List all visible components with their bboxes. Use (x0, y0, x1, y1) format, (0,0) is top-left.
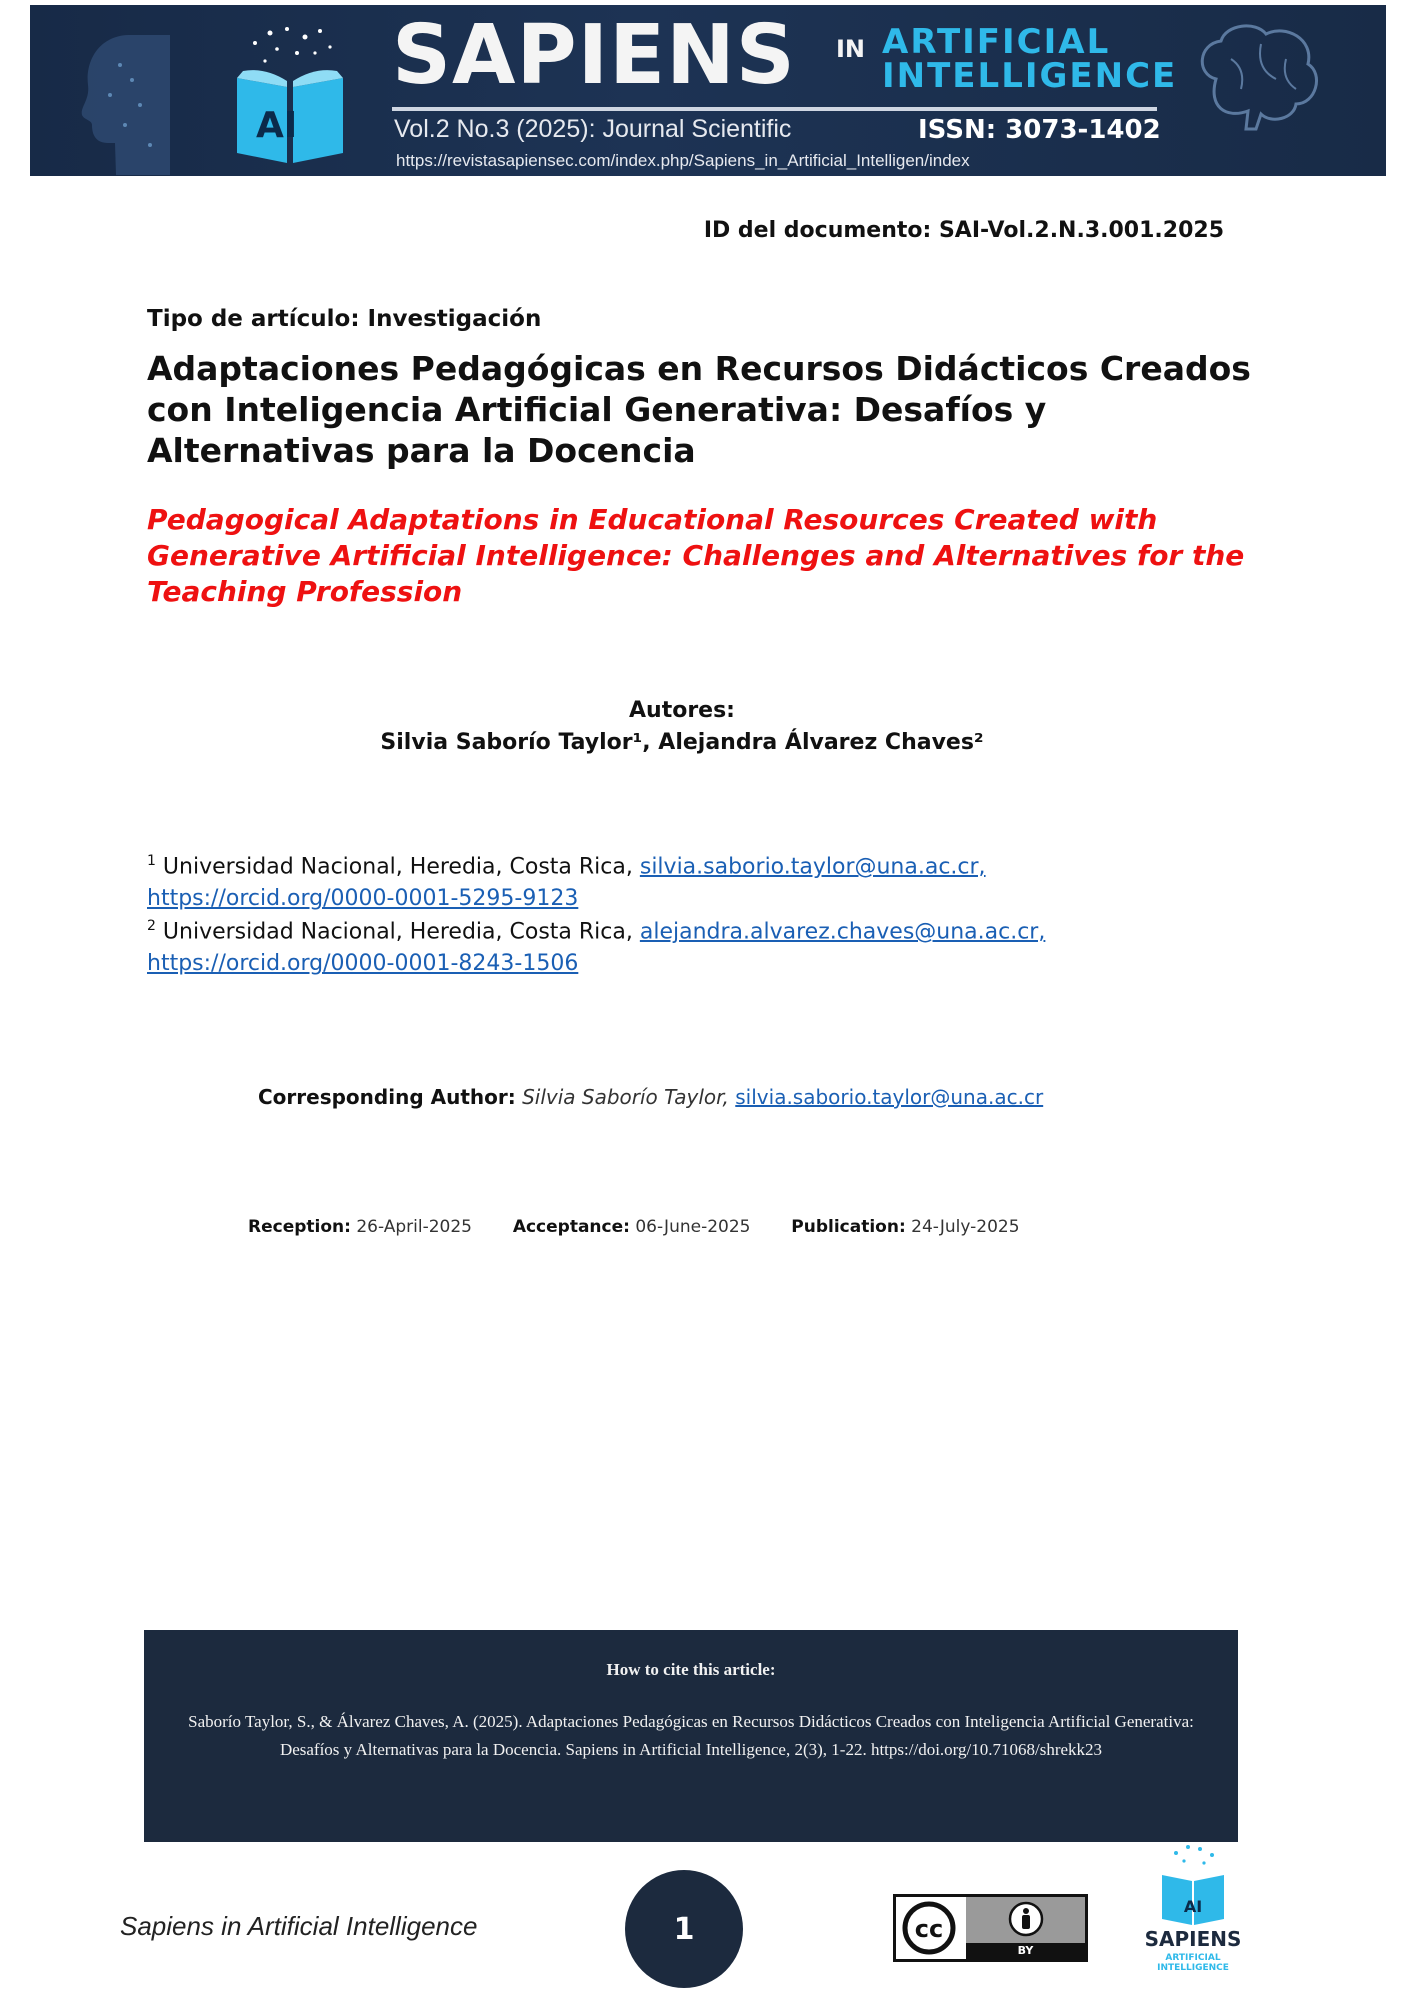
authors-label: Autores: (629, 698, 735, 723)
svg-text:cc: cc (914, 1915, 944, 1943)
banner-rule (392, 107, 1157, 111)
publication-date: 24-July-2025 (911, 1217, 1020, 1237)
citation-title: How to cite this article: (606, 1660, 776, 1679)
brain-icon (1186, 19, 1326, 139)
citation-box (144, 1630, 1238, 1842)
journal-url[interactable]: https://revistasapiensec.com/index.php/Sapiens_in_Artificial_Intelligen/index (396, 151, 970, 170)
book-logo-icon (225, 23, 355, 173)
affiliation-1-orcid-link[interactable]: https://orcid.org/0000-0001-5295-9123 (147, 886, 579, 912)
document-id: ID del documento: SAI-Vol.2.N.3.001.2025 (703, 218, 1224, 243)
attribution-person-icon (1008, 1901, 1044, 1937)
affiliation-2-number: 2 (147, 918, 156, 934)
affiliation-1 (147, 845, 986, 915)
logo-ai-text: AI (256, 105, 298, 146)
acceptance-date: 06-June-2025 (635, 1217, 751, 1237)
brand-in: IN (836, 35, 866, 63)
footer-journal-name: Sapiens in Artificial Intelligence (120, 1911, 478, 1941)
corresponding-author-label: Corresponding Author: (258, 1085, 516, 1109)
authors-list: Silvia Saborío Taylor¹, Alejandra Álvarez Chaves² (380, 730, 984, 755)
brand-ai-line1: ARTIFICIAL (882, 22, 1111, 62)
affiliation-1-number: 1 (147, 853, 156, 869)
reception-label: Reception: (248, 1217, 351, 1237)
cc-icon-area (896, 1897, 966, 1959)
brand-ai-line2: INTELLIGENCE (882, 56, 1178, 96)
license-by-label: BY (966, 1943, 1085, 1959)
cc-by-license-badge[interactable] (893, 1894, 1088, 1962)
affiliation-1-text: Universidad Nacional, Heredia, Costa Rica, (155, 854, 640, 880)
journal-brand: SAPIENS (392, 8, 796, 103)
title-spanish: Adaptaciones Pedagógicas en Recursos Didácticos Creados con Inteligencia Artificial Generativa: Desafíos y Alternativas para la Docencia (147, 349, 1251, 470)
affiliation-2-orcid-link[interactable]: https://orcid.org/0000-0001-8243-1506 (147, 951, 579, 977)
footer-logo-subtitle: ARTIFICIAL INTELLIGENCE (1157, 1953, 1229, 1973)
ai-head-silhouette-icon (60, 25, 170, 175)
brand-ai-intelligence (882, 22, 1178, 96)
footer-logo-name: SAPIENS (1144, 1927, 1242, 1951)
title-english: Pedagogical Adaptations in Educational Resources Created with Generative Artificial Intelligence: Challenges and Alternatives for the Teaching Profession (147, 503, 1245, 608)
publication-dates (248, 1217, 1020, 1237)
corresponding-author (258, 1085, 1043, 1109)
corresponding-author-email-link[interactable]: silvia.saborio.taylor@una.ac.cr (735, 1085, 1044, 1109)
footer-logo-ai-text: AI (1183, 1897, 1203, 1916)
corresponding-author-name: Silvia Saborío Taylor, (522, 1085, 729, 1109)
affiliation-2 (147, 910, 1045, 980)
citation-text: Saborío Taylor, S., & Álvarez Chaves, A. (2025). Adaptaciones Pedagógicas en Recursos Didácticos Creados con Inteligencia Artificial Generativa: Desafíos y Alternativas para la Docencia. Sapiens in Artificial Intelligence, 2(3), 1-22. https://doi.org/10.71068/shrekk23 (188, 1712, 1194, 1759)
article-type: Tipo de artículo: Investigación (147, 306, 542, 332)
affiliation-2-text: Universidad Nacional, Heredia, Costa Rica, (155, 919, 640, 945)
affiliation-1-email-link[interactable]: silvia.saborio.taylor@una.ac.cr, (639, 854, 986, 880)
journal-volume: Vol.2 No.3 (2025): Journal Scientific (394, 115, 792, 143)
affiliation-2-email-link[interactable]: alejandra.alvarez.chaves@una.ac.cr, (639, 919, 1046, 945)
journal-issn: ISSN: 3073-1402 (918, 115, 1161, 145)
journal-banner (30, 5, 1386, 176)
creative-commons-icon (896, 1897, 958, 1959)
page-number: 1 (625, 1870, 743, 1988)
acceptance-label: Acceptance: (512, 1217, 630, 1237)
footer-sapiens-logo (1128, 1843, 1258, 1983)
publication-label: Publication: (791, 1217, 906, 1237)
reception-date: 26-April-2025 (356, 1217, 472, 1237)
